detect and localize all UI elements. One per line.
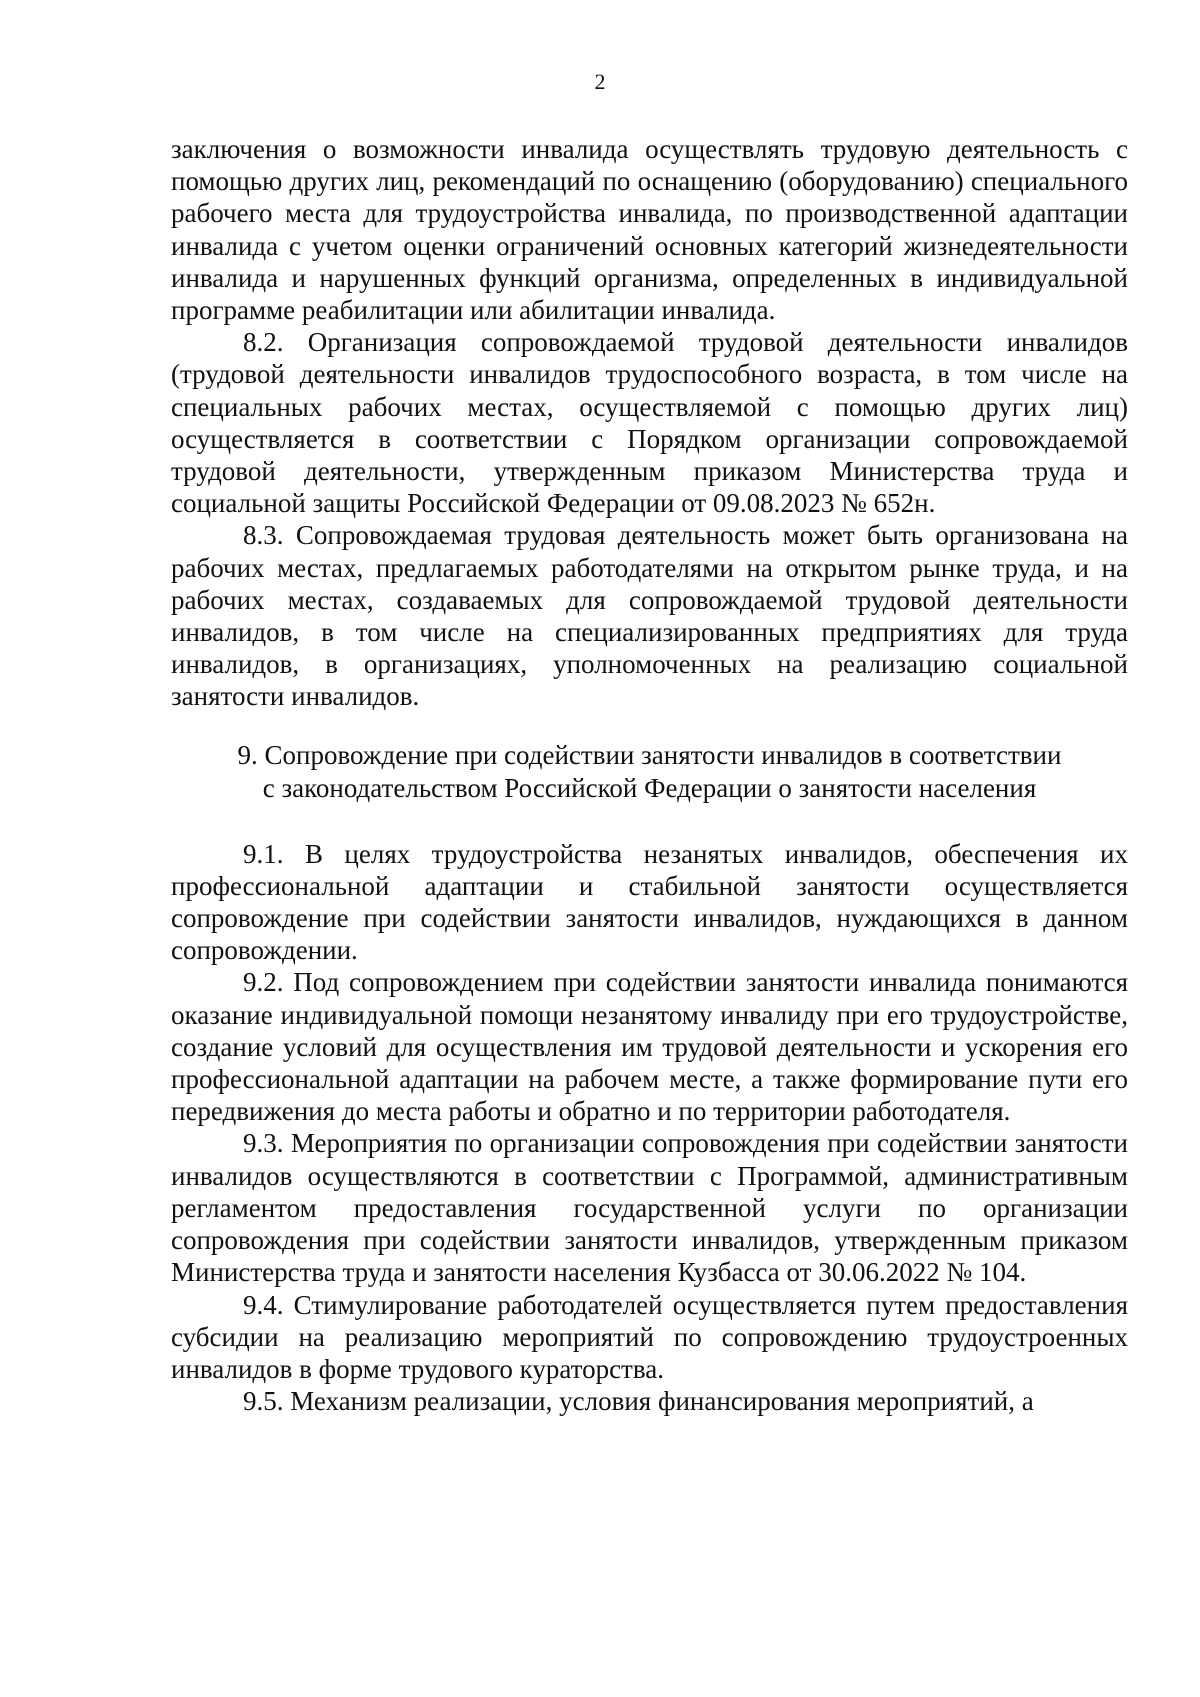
page-number: 2 (594, 69, 606, 94)
paragraph-8-3: 8.3. Сопровождаемая трудовая деятельность может быть организована на рабочих местах, предлагаемых работодателями на открытом рынке труда, и на рабочих местах, создаваемых для сопровождаемой трудовой деятельности инвалидов, в том числе на специализированных предприятиях для труда инвалидов, в организациях, уполномоченных на реализацию социальной занятости инвалидов. (171, 520, 1128, 712)
paragraph-9-2: 9.2. Под сопровождением при содействии занятости инвалида понимаются оказание индивидуальной помощи незанятому инвалиду при его трудоустройстве, создание условий для осуществления им трудовой деятельности и ускорения его профессиональной адаптации на рабочем месте, а также формирование пути его передвижения до места работы и обратно и по территории работодателя. (171, 967, 1128, 1127)
paragraph-continuation: заключения о возможности инвалида осуществлять трудовую деятельность с помощью других лиц, рекомендаций по оснащению (оборудованию) специального рабочего места для трудоустройства инвалида, по производственной адаптации инвалида с учетом оценки ограничений основных категорий жизнедеятельности инвалида и нарушенных функций организма, определенных в индивидуальной программе реабилитации или абилитации инвалида. (171, 134, 1128, 326)
section-heading-line-2: с законодательством Российской Федерации о занятости населения (262, 772, 1037, 803)
document-body (171, 133, 1128, 1417)
section-heading-line-1: 9. Сопровождение при содействии занятости инвалидов в соответствии (237, 739, 1062, 770)
paragraph-9-5: 9.5. Механизм реализации, условия финансирования мероприятий, а (243, 1386, 1034, 1417)
paragraph-9-4: 9.4. Стимулирование работодателей осуществляется путем предоставления субсидии на реализацию мероприятий по сопровождению трудоустроенных инвалидов в форме трудового кураторства. (171, 1289, 1128, 1384)
paragraph-9-1: 9.1. В целях трудоустройства незанятых инвалидов, обеспечения их профессиональной адаптации и стабильной занятости осуществляется сопровождение при содействии занятости инвалидов, нуждающихся в данном сопровождении. (171, 838, 1128, 966)
paragraph-8-2: 8.2. Организация сопровождаемой трудовой деятельности инвалидов (трудовой деятельности инвалидов трудоспособного возраста, в том числе на специальных рабочих местах, осуществляемой с помощью других лиц) осуществляется в соответствии с Порядком организации сопровождаемой трудовой деятельности, утвержденным приказом Министерства труда и социальной защиты Российской Федерации от 09.08.2023 № 652н. (171, 327, 1128, 519)
section-heading-9 (171, 739, 1128, 805)
paragraph-9-3: 9.3. Мероприятия по организации сопровождения при содействии занятости инвалидов осуществляются в соответствии с Программой, административным регламентом предоставления государственной услуги по организации сопровождения при содействии занятости инвалидов, утвержденным приказом Министерства труда и занятости населения Кузбасса от 30.06.2022 № 104. (171, 1128, 1128, 1288)
